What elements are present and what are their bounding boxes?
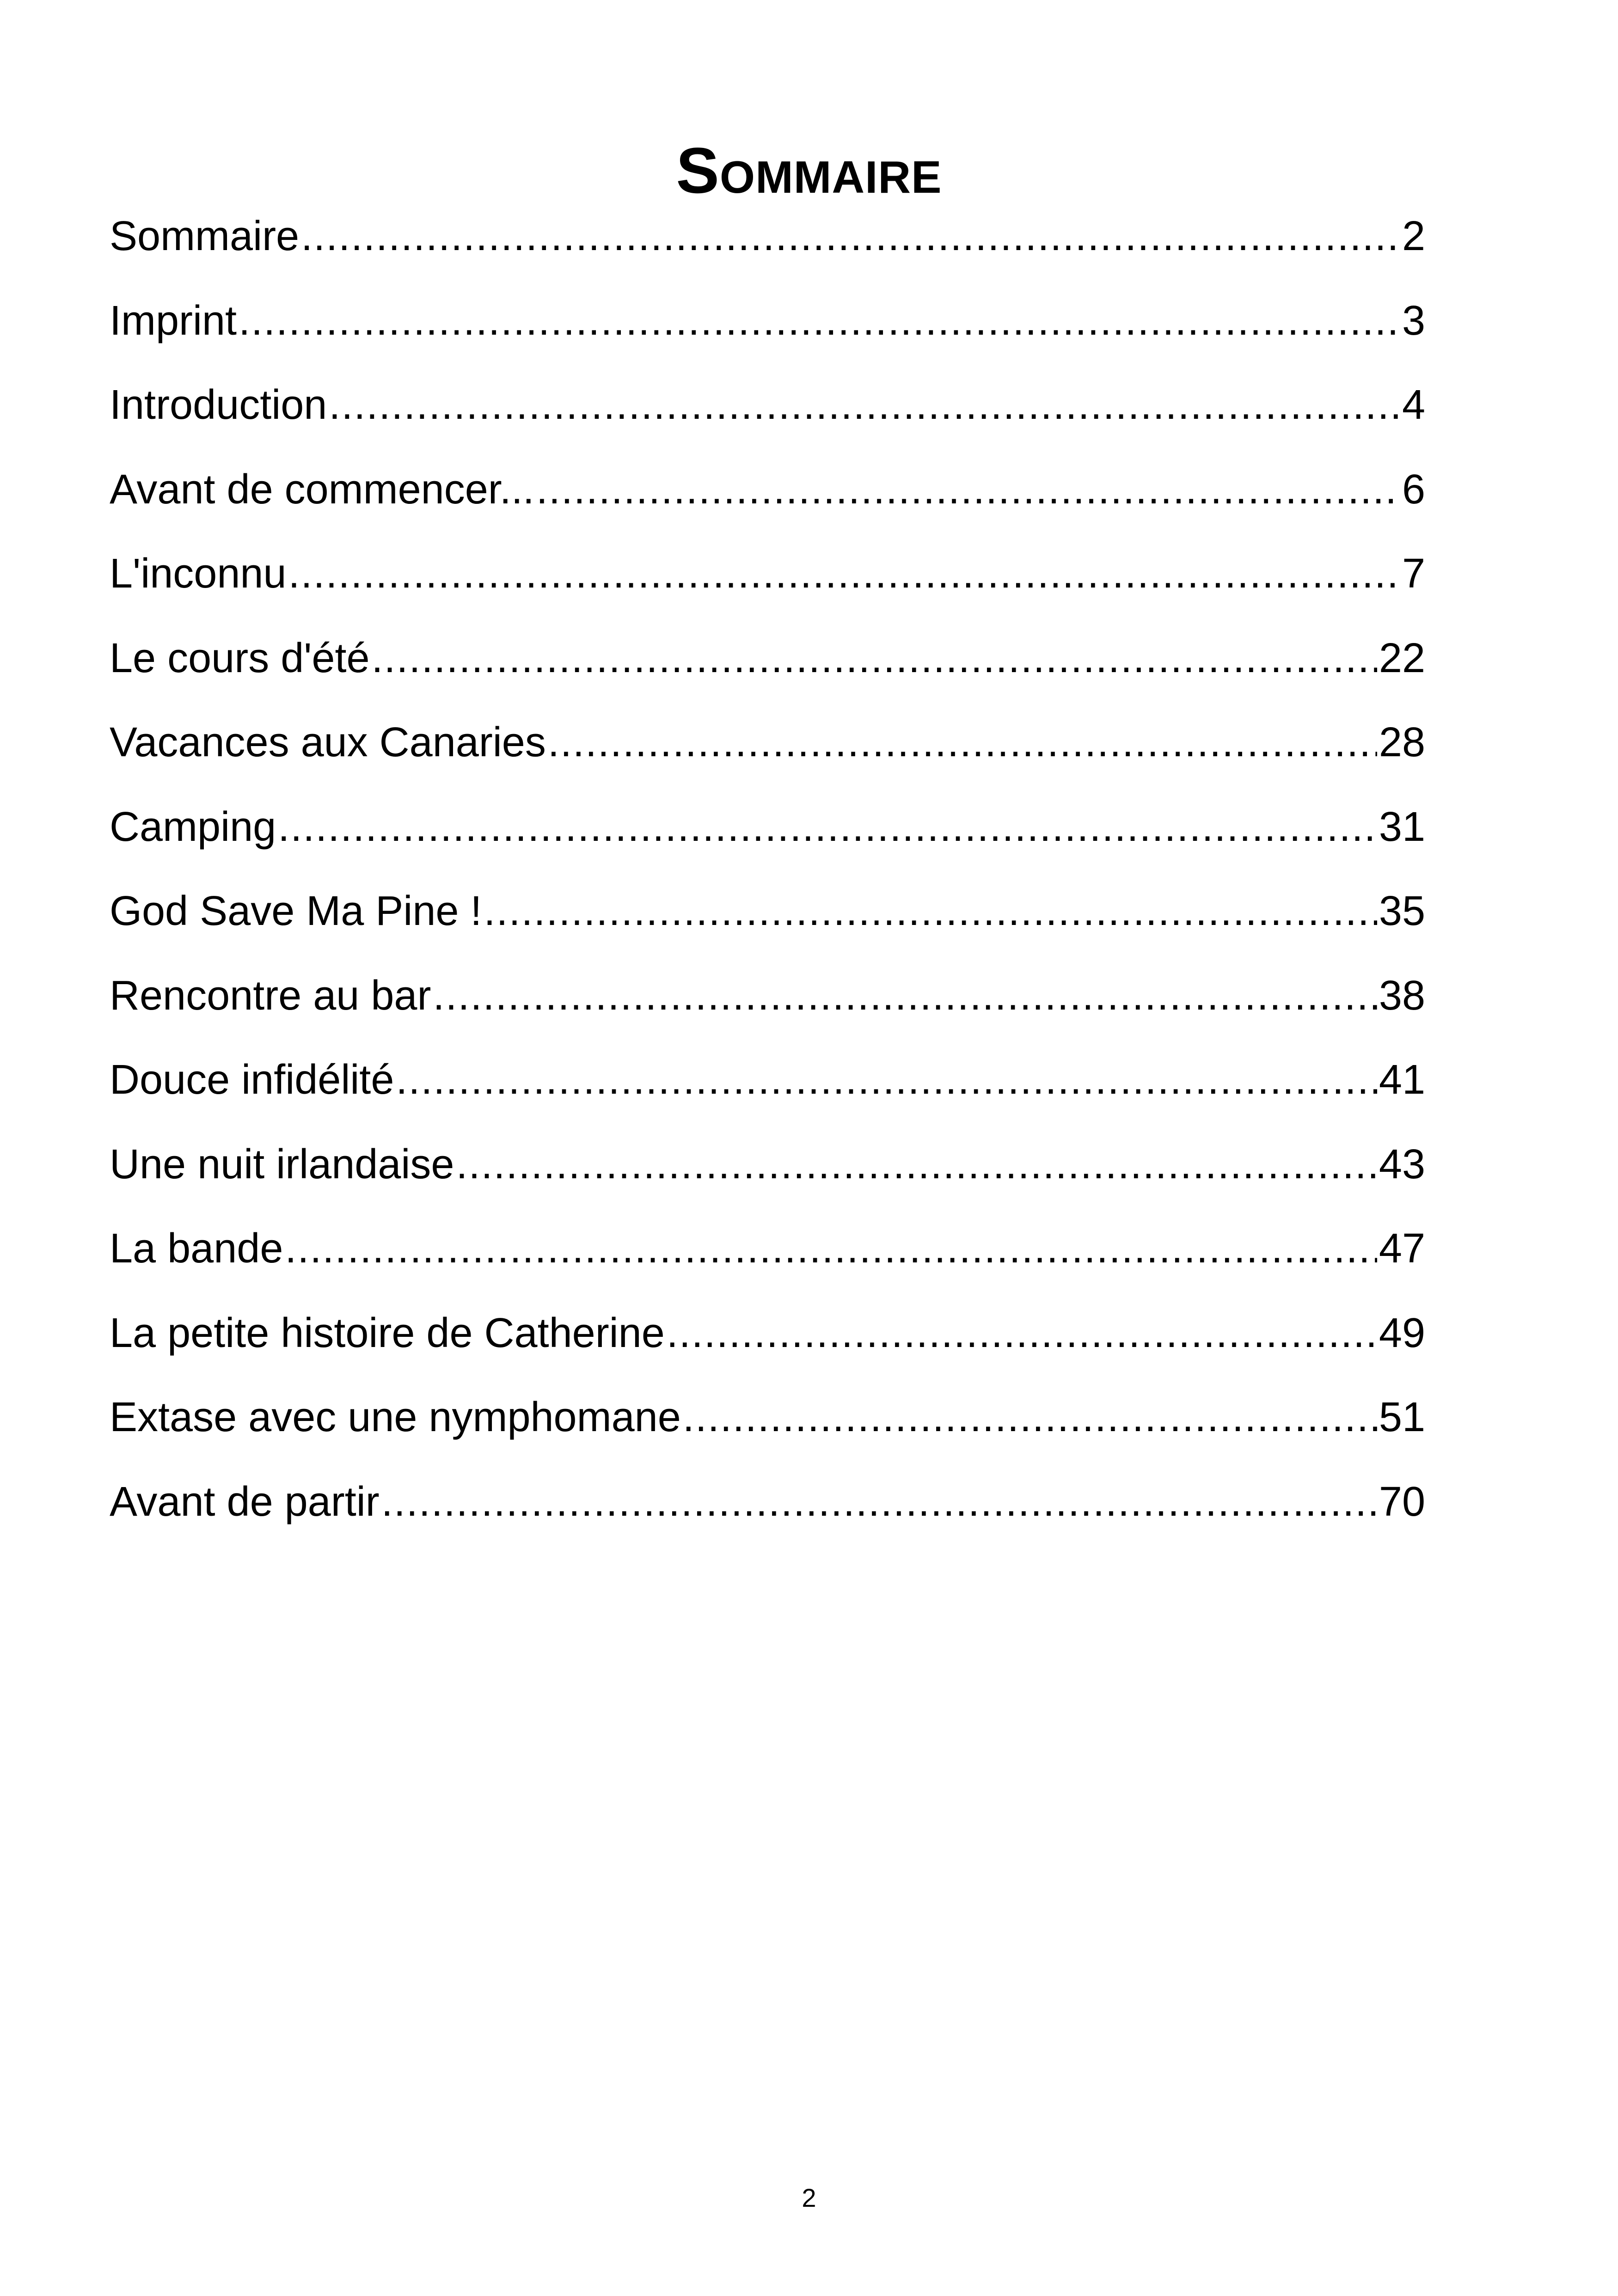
toc-leader-dots [396,1054,1377,1105]
toc-entry-label: Avant de partir [110,1478,380,1525]
toc-entry-label: Vacances aux Canaries [110,719,546,766]
toc-entry-label: L'inconnu [110,551,287,597]
page-number: 2 [802,2183,816,2212]
toc-entry-page: 38 [1379,972,1425,1019]
toc-entry-page: 7 [1402,551,1425,597]
toc-leader-dots [372,633,1377,684]
toc-entry-label: Rencontre au bar [110,972,431,1019]
toc-entry[interactable] [110,1291,1425,1376]
toc-entry[interactable] [110,616,1425,701]
toc-entry-page: 51 [1379,1394,1425,1441]
toc-leader-dots [456,1139,1377,1190]
toc-entry-page: 49 [1379,1310,1425,1356]
toc-entry[interactable] [110,1206,1425,1291]
toc-entry-label: Camping [110,803,276,850]
toc-entry-page: 4 [1402,382,1425,429]
toc-entry[interactable] [110,1122,1425,1207]
toc-leader-dots [484,886,1377,937]
toc-entry-page: 43 [1379,1141,1425,1188]
toc-leader-dots [288,548,1400,599]
toc-entry-label: Sommaire [110,213,300,260]
toc-entry-label: La bande [110,1225,283,1272]
toc-leader-dots [548,717,1377,768]
toc-entry-label: Le cours d'été [110,635,370,681]
toc-leader-dots [285,1223,1377,1274]
toc-entry-label: Imprint [110,297,237,344]
toc-entry-page: 28 [1379,719,1425,766]
toc-entry-page: 31 [1379,803,1425,850]
toc-entry-label: Une nuit irlandaise [110,1141,454,1188]
toc-leader-dots [667,1308,1377,1359]
toc-leader-dots [381,1476,1377,1527]
toc-leader-dots [329,380,1400,430]
toc-entry-page: 41 [1379,1057,1425,1103]
toc-entry-page: 3 [1402,297,1425,344]
toc-entry-label: La petite histoire de Catherine [110,1310,665,1356]
toc-entry[interactable] [110,1038,1425,1122]
toc-entry-label: Introduction [110,382,327,429]
toc-entry-label: Avant de commencer... [110,466,534,513]
table-of-contents [110,194,1425,1544]
toc-entry-label: Douce infidélité [110,1057,394,1103]
toc-entry-page: 22 [1379,635,1425,681]
toc-entry[interactable] [110,1460,1425,1544]
toc-leader-dots [301,211,1400,262]
toc-entry[interactable] [110,700,1425,785]
toc-leader-dots [683,1392,1377,1443]
toc-entry[interactable] [110,869,1425,954]
toc-leader-dots [433,970,1377,1021]
toc-entry[interactable] [110,532,1425,616]
toc-entry[interactable] [110,447,1425,532]
toc-entry-label: Extase avec une nymphomane [110,1394,681,1441]
toc-entry[interactable] [110,785,1425,869]
toc-entry[interactable] [110,279,1425,363]
toc-leader-dots [278,802,1377,852]
toc-entry[interactable] [110,194,1425,279]
toc-entry-page: 47 [1379,1225,1425,1272]
toc-entry-page: 35 [1379,888,1425,935]
toc-entry-label: God Save Ma Pine ! [110,888,482,935]
toc-entry-page: 2 [1402,213,1425,260]
toc-entry[interactable] [110,1375,1425,1460]
toc-leader-dots [536,464,1400,515]
toc-entry[interactable] [110,954,1425,1038]
toc-entry-page: 6 [1402,466,1425,513]
toc-entry[interactable] [110,363,1425,447]
page-title: Sommaire [676,134,942,207]
toc-entry-page: 70 [1379,1478,1425,1525]
toc-leader-dots [239,295,1400,346]
